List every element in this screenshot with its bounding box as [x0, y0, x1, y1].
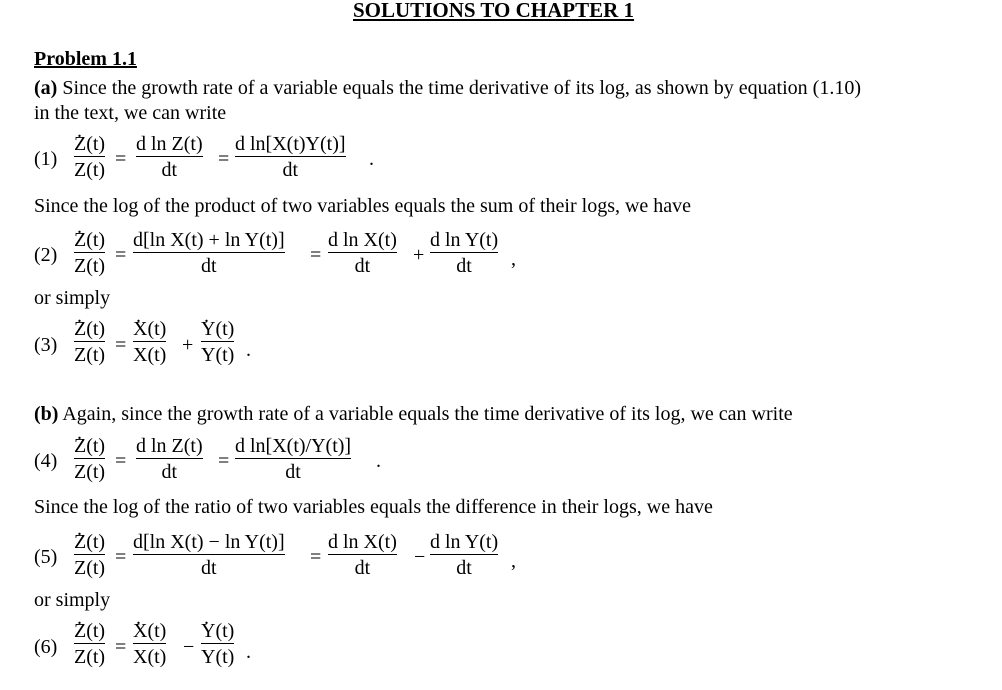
eq6-number: (6): [34, 636, 58, 658]
eq2-y-num: d ln Y(t): [430, 229, 499, 251]
eq2-x-num: d ln X(t): [328, 229, 397, 251]
eq1-period: .: [369, 148, 374, 170]
eq4-lhs-den: Z(t): [74, 461, 106, 483]
eq1-frac-lhs: [74, 133, 105, 181]
eq6-minus: −: [183, 636, 195, 658]
eq3-frac-y: [201, 318, 234, 366]
eq3-z-den: Z(t): [74, 344, 106, 366]
eq1-equals-1: =: [115, 148, 127, 170]
eq5-mid-den: dt: [201, 557, 217, 579]
eq2-frac-x: [328, 229, 397, 277]
eq3-z-num: . Z(t): [74, 318, 105, 340]
eq2-frac-y: [430, 229, 498, 277]
eq1-rhs-den: dt: [282, 159, 299, 181]
eq6-x-den: X(t): [133, 646, 167, 668]
eq6-frac-x: [133, 620, 166, 668]
eq5-lhs-num: . Z(t): [74, 531, 105, 553]
eq3-equals: =: [115, 334, 127, 356]
part-b-intro-text: Again, since the growth rate of a variable equals the time derivative of its log, we can write: [62, 403, 793, 425]
eq5-x-den: dt: [354, 557, 371, 579]
or-simply-b: or simply: [34, 589, 111, 611]
eq3-y-den: Y(t): [201, 344, 235, 366]
eq4-lhs-num: . Z(t): [74, 435, 105, 457]
eq1-lhs-den: Z(t): [74, 159, 106, 181]
eq2-lhs-num: . Z(t): [74, 229, 105, 251]
ratio-text: Since the log of the ratio of two variables equals the difference in their logs, we have: [34, 496, 713, 518]
eq2-frac-lhs: [74, 229, 105, 277]
eq1-lhs-num: . Z(t): [74, 133, 105, 155]
eq2-x-den: dt: [354, 255, 371, 277]
eq3-y-num: . Y(t): [201, 318, 234, 340]
eq5-comma: ,: [511, 550, 516, 572]
eq2-comma: ,: [511, 248, 516, 270]
eq2-equals-2: =: [310, 244, 322, 266]
eq3-x-num: . X(t): [133, 318, 166, 340]
eq5-mid-num: d[ln X(t) − ln Y(t)]: [133, 531, 285, 553]
eq4-rhs-num: d ln[X(t)/Y(t)]: [235, 435, 352, 457]
eq6-y-num: . Y(t): [201, 620, 234, 642]
eq6-z-den: Z(t): [74, 646, 106, 668]
part-b-intro: [34, 403, 793, 426]
eq4-frac-lhs: [74, 435, 105, 483]
eq1-mid-den: dt: [161, 159, 178, 181]
eq5-number: (5): [34, 546, 58, 568]
eq4-equals-1: =: [115, 450, 127, 472]
part-a-label: (a): [34, 77, 58, 99]
eq1-frac-rhs: [235, 133, 346, 181]
eq6-frac-z: [74, 620, 105, 668]
eq6-x-num: . X(t): [133, 620, 166, 642]
eq2-frac-mid: [133, 229, 285, 277]
product-text: Since the log of the product of two variables equals the sum of their logs, we have: [34, 195, 692, 217]
eq5-y-den: dt: [456, 557, 472, 579]
part-a-intro: [34, 77, 861, 100]
eq4-period: .: [376, 450, 381, 472]
eq4-frac-rhs: [235, 435, 351, 483]
eq2-y-den: dt: [456, 255, 472, 277]
eq6-equals: =: [115, 636, 127, 658]
eq3-x-den: X(t): [133, 344, 167, 366]
eq5-minus: −: [414, 546, 426, 568]
eq5-frac-x: [328, 531, 397, 579]
eq5-equals-2: =: [310, 546, 322, 568]
eq6-y-den: Y(t): [201, 646, 235, 668]
eq4-mid-num: d ln Z(t): [136, 435, 203, 457]
eq2-lhs-den: Z(t): [74, 255, 106, 277]
eq5-frac-y: [430, 531, 498, 579]
or-simply-a: or simply: [34, 287, 111, 309]
part-a-intro-line1: Since the growth rate of a variable equals the time derivative of its log, as shown by equation (1.10): [62, 77, 861, 99]
eq5-frac-lhs: [74, 531, 105, 579]
eq5-x-num: d ln X(t): [328, 531, 397, 553]
eq4-rhs-den: dt: [285, 461, 301, 483]
eq1-frac-mid: [136, 133, 203, 181]
eq5-y-num: d ln Y(t): [430, 531, 499, 553]
eq6-period: .: [246, 641, 251, 663]
eq5-equals-1: =: [115, 546, 127, 568]
part-a-intro-line2: in the text, we can write: [34, 102, 227, 124]
eq3-period: .: [246, 339, 251, 361]
eq3-number: (3): [34, 334, 58, 356]
eq1-equals-2: =: [218, 148, 230, 170]
eq5-lhs-den: Z(t): [74, 557, 106, 579]
eq3-plus: +: [182, 334, 194, 356]
eq6-frac-y: [201, 620, 234, 668]
eq4-number: (4): [34, 450, 58, 472]
eq4-frac-mid: [136, 435, 203, 483]
eq6-z-num: . Z(t): [74, 620, 105, 642]
eq2-number: (2): [34, 244, 58, 266]
eq2-plus: +: [413, 244, 425, 266]
part-b-label: (b): [34, 403, 59, 425]
page-title: SOLUTIONS TO CHAPTER 1: [353, 0, 635, 22]
eq4-mid-den: dt: [161, 461, 178, 483]
eq1-mid-num: d ln Z(t): [136, 133, 203, 155]
eq2-mid-num: d[ln X(t) + ln Y(t)]: [133, 229, 285, 251]
eq3-frac-z: [74, 318, 105, 366]
eq3-frac-x: [133, 318, 166, 366]
problem-heading: Problem 1.1: [34, 48, 137, 70]
eq2-mid-den: dt: [201, 255, 217, 277]
eq2-equals-1: =: [115, 244, 127, 266]
eq4-equals-2: =: [218, 450, 230, 472]
eq5-frac-mid: [133, 531, 285, 579]
eq1-number: (1): [34, 148, 58, 170]
eq1-rhs-num: d ln[X(t)Y(t)]: [235, 133, 346, 155]
